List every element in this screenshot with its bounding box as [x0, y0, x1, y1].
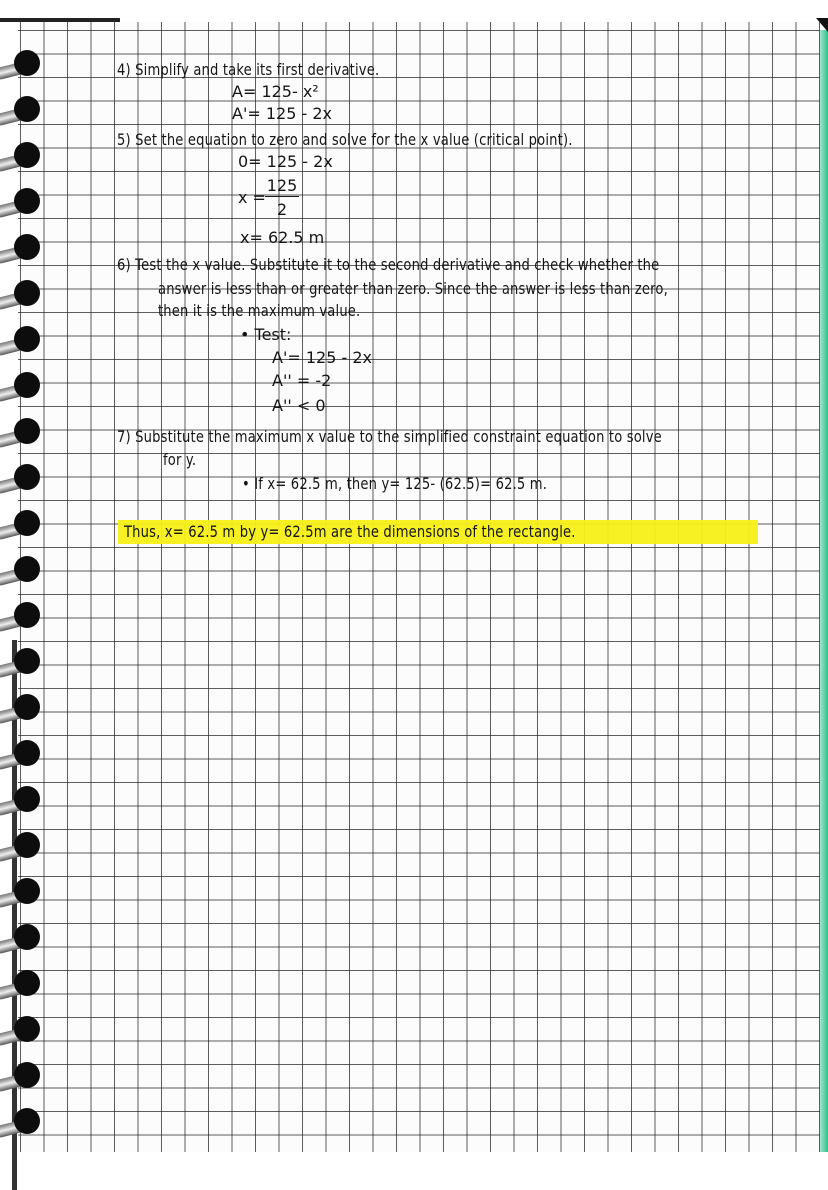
- step-6: [117, 255, 659, 274]
- conclusion: Thus, x= 62.5 m by y= 62.5m are the dimensions of the rectangle.: [124, 522, 576, 541]
- step-text-line-1: Substitute the maximum x value to the simplified constraint equation to solve: [135, 427, 662, 446]
- step-6-line-3: then it is the maximum value.: [158, 301, 361, 320]
- equation-first-derivative-test: A'= 125 - 2x: [272, 348, 372, 367]
- step-7-line-2: for y.: [163, 450, 197, 469]
- step-number: 4): [117, 60, 131, 79]
- fraction-125-over-2: [265, 176, 299, 219]
- step-number: 7): [117, 427, 131, 446]
- fraction-denominator: 2: [276, 200, 288, 219]
- step-text-line-1: Test the x value. Substitute it to the second derivative and check whether the: [135, 255, 660, 274]
- equation-set-zero: 0= 125 - 2x: [238, 152, 333, 171]
- fraction-numerator: 125: [266, 176, 298, 195]
- test-label: • Test:: [240, 325, 292, 344]
- equation-first-derivative: A'= 125 - 2x: [232, 104, 332, 123]
- step-number: 6): [117, 255, 131, 274]
- equation-x-result: x= 62.5 m: [240, 228, 325, 247]
- step-text: Simplify and take its first derivative.: [135, 60, 380, 79]
- step-4: [117, 60, 379, 79]
- step-6-line-2: answer is less than or greater than zero. Since the answer is less than zero,: [158, 279, 668, 298]
- step-text: Set the equation to zero and solve for the x value (critical point).: [135, 130, 573, 149]
- step-number: 5): [117, 130, 131, 149]
- equation-area: A= 125- x²: [232, 82, 319, 101]
- step-7: [117, 427, 662, 446]
- step-7-bullet: • If x= 62.5 m, then y= 125- (62.5)= 62.5 m.: [242, 474, 548, 493]
- step-5: [117, 130, 573, 149]
- equation-second-derivative-sign: A'' < 0: [272, 396, 326, 415]
- equation-x-label: x =: [238, 188, 266, 207]
- equation-second-derivative: A'' = -2: [272, 371, 332, 390]
